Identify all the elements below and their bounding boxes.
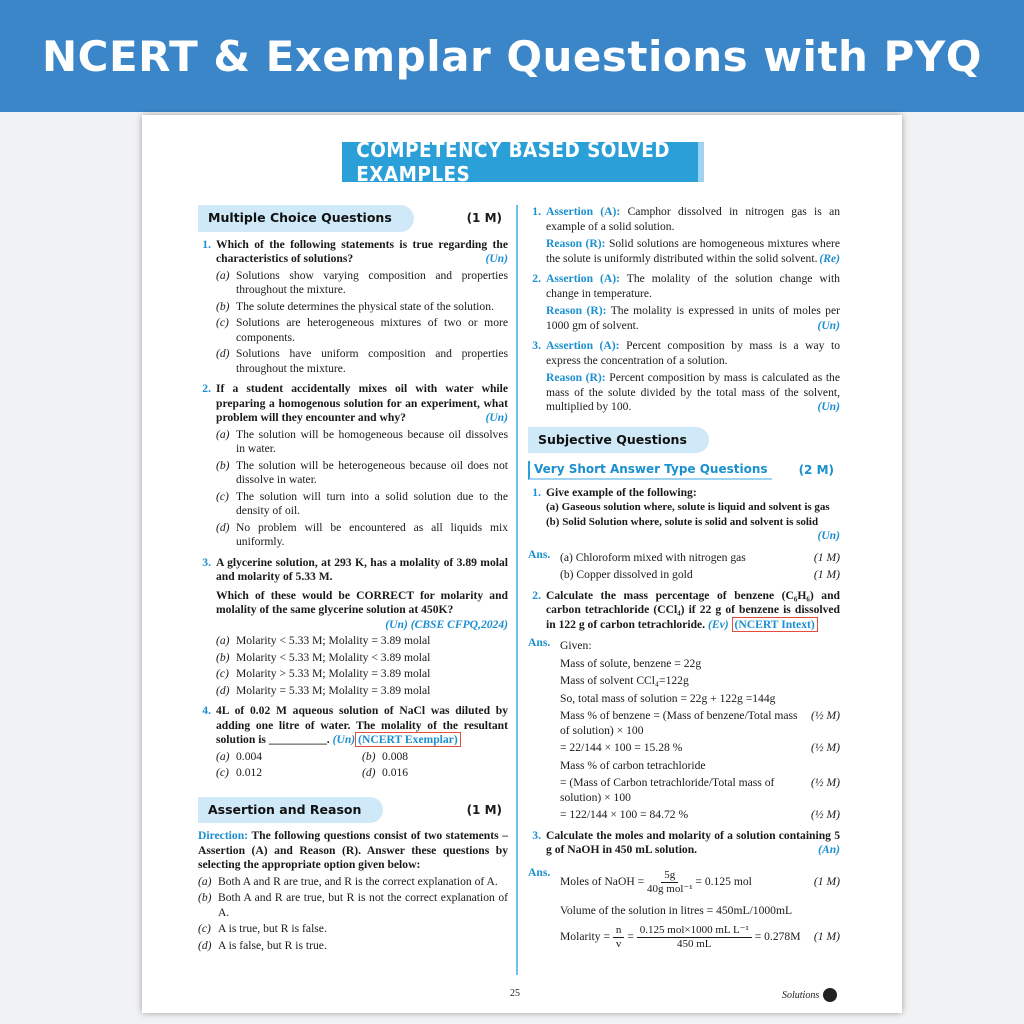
footer-label: Solutions [782,989,820,1001]
mcq-heading: Multiple Choice Questions [198,205,414,232]
column-divider [516,205,518,975]
subj-question-3: 3. Calculate the moles and molarity of a solution containing 5 g of NaOH in 450 mL solution. (An) [532,828,840,856]
option: (c) The solution will turn into a solid solution due to the density of oil. [216,489,508,517]
option: (c) A is true, but R is false. [198,922,327,935]
answer-line: Mass of solvent CCl₄=122g [560,674,689,687]
question-number: 4. [202,704,211,717]
answer-line: Mass % of carbon tetrachloride [560,758,706,772]
subjective-header [528,427,840,454]
option: (d) Molarity = 5.33 M; Molality = 3.89 molal [216,683,431,697]
ar-item-2: 2. Assertion (A): The molality of the solution change with change in temperature. Reason (R): The molality is expressed in units of moles per 1000 gm of solvent. (Un) [532,272,840,332]
mcq-question-1 [198,238,508,377]
question-number: 2. [202,382,211,395]
question-text: 4L of 0.02 M aqueous solution of NaCl was diluted by adding one litre of water. The molality of the resultant solution is __________. [216,704,508,746]
question-tag: (Un) (CBSE CFPQ,2024) [385,617,508,631]
mcq-header [198,205,508,232]
answer-line: So, total mass of solution = 22g + 122g =144g [560,691,776,705]
option: (a) The solution will be homogeneous because oil dissolves in water. [216,427,508,455]
subj-question-1: 1. Give example of the following: (a) Gaseous solution where, solute is liquid and solvent is gas (b) Solid Solution where, solute is solid and solvent is solid (Un) [532,485,840,542]
question-text: A glycerine solution, at 293 K, has a molality of 3.89 molal and molarity of 5.33 M. [216,555,508,583]
mcq-question-4 [198,704,508,781]
page-footer [782,988,837,1002]
banner-title: NCERT & Exemplar Questions with PYQ [42,31,982,81]
ar-marks: (1 M) [466,802,502,817]
answer-line: = (Mass of Carbon tetrachloride/Total mass of solution) × 100 (½ M) [560,776,840,804]
vsa-heading: Very Short Answer Type Questions [528,461,772,480]
question-text: If a student accidentally mixes oil with water while preparing a homogenous solution for an experiment, what problem will they encounter and why? [216,382,508,424]
ar-heading: Assertion and Reason [198,797,383,824]
question-text: Which of the following statements is true regarding the characteristics of solutions? [216,237,508,265]
answer-3: Ans. Moles of NaOH = $\frac{5g}{\text{40g mol⁻¹}}$ = 0.125 mol (1 M) Volume of the solution in litres = 450mL/1000mL Molarity = $\frac{n}{v}$ = $\frac{\text{0.125 mol×1000 mL L⁻¹}}{450 mL}$ = 0.278M (1 M) [528,865,840,950]
option: (b) The solution will be heterogeneous because oil does not dissolve in water. [216,458,508,486]
question-text: Which of these would be CORRECT for molarity and molality of the same glycerine solution at 450K? [216,588,508,616]
mcq-question-3 [198,556,508,699]
source-badge: (NCERT Intext) [732,617,818,632]
subjective-heading: Subjective Questions [528,427,709,454]
option: (c) Solutions are heterogeneous mixtures of two or more components. [216,316,508,344]
vsa-header [528,461,840,480]
document-page [142,115,902,1013]
mcq-marks: (1 M) [466,211,502,225]
option: (b) The solute determines the physical state of the solution. [216,299,494,313]
question-number: 3. [202,555,211,569]
answer-line: Given: [560,639,592,652]
question-tag: (Un) [485,411,508,424]
option: (c) Molarity > 5.33 M; Molality = 3.89 molal [216,667,431,680]
page-title: COMPETENCY BASED SOLVED EXAMPLES [356,138,671,186]
page-title-box [342,138,698,186]
answer-line: = 122/144 × 100 = 84.72 % (½ M) [560,808,840,821]
left-column [198,205,508,953]
fraction: $\frac{\text{0.125 mol×1000 mL L⁻¹}}{450 mL}$ [637,924,752,951]
answer-2: Ans. Given: Mass of solute, benzene = 22g Mass of solvent CCl₄=122g So, total mass of solution = 22g + 122g =144g Mass % of benzene = (Mass of benzene/Total mass of solution) × 100 (½ M) = 22/144 × 100 = 15.28 % (½ M) Mass % of carbon tetrachloride = (Mass of Carbon tetrachloride/Total mass of solution) × 100 (½ M) = 122/144 × 100 = 84.72 % (½ M) [528,636,840,821]
option: (a) Both A and R are true, and R is the correct explanation of A. [198,874,498,888]
mcq-question-2 [198,382,508,550]
ar-item-1: 1. Assertion (A): Camphor dissolved in nitrogen gas is an example of a solid solution. Reason (R): Solid solutions are homogeneous mixtures where the solute is uniformly distributed within the solid solvent. (Re) [532,205,841,265]
question-tag: (Un) [332,733,356,746]
banner [0,0,1024,112]
ar-header [198,797,508,824]
option: (a) Molarity < 5.33 M; Molality = 3.89 molal [216,634,431,647]
fraction: $\frac{n}{v}$ [613,924,625,951]
ar-direction: Direction: The following questions consist of two statements – Assertion (A) and Reason (R). Answer these questions by selecting the appropriate option given below: [198,829,508,871]
option: (d) Solutions have uniform composition and properties throughout the mixture. [216,347,508,375]
option: (b) Molarity < 5.33 M; Molality < 3.89 molal [216,650,431,664]
answer-line: = 22/144 × 100 = 15.28 % (½ M) [560,741,840,754]
right-column [528,205,840,951]
answer-line: Mass of solute, benzene = 22g [560,656,702,670]
globe-icon [823,988,837,1002]
ar-item-3: 3. Assertion (A): Percent composition by mass is a way to express the concentration of a solution. Reason (R): Percent composition by mass is calculated as the mass of the solute divided by the total mass of the solvent, multiplied by 100. (Un) [532,339,841,413]
option: (d) A is false, but R is true. [198,938,327,952]
option-row: (a) 0.004 (b) 0.008 [216,749,409,763]
option: (d) No problem will be encountered as all liquids mix uniformly. [216,520,508,548]
answer-1: Ans. (a) Chloroform mixed with nitrogen gas (1 M) (b) Copper dissolved in gold (1 M) [528,547,840,581]
option: (a) Solutions show varying composition and properties throughout the mixture. [216,268,508,296]
question-tag: (Un) [485,252,508,265]
subj-question-2: 2. Calculate the mass percentage of benzene (C₆H₆) and carbon tetrachloride (CCl₄) if 22 g of benzene is dissolved in 122 g of carbon tetrachloride. (Ev) (NCERT Intext) [532,588,840,631]
option-row: (c) 0.012 (d) 0.016 [216,766,409,779]
source-badge: (NCERT Exemplar) [355,732,461,747]
option: (b) Both A and R are true, but R is not the correct explanation of A. [198,891,508,919]
fraction: $\frac{5g}{\text{40g mol⁻¹}}$ [647,868,693,895]
vsa-marks: (2 M) [798,463,834,477]
page-number: 25 [510,988,520,999]
answer-line: Mass % of benzene = (Mass of benzene/Total mass of solution) × 100 (½ M) [560,709,840,737]
question-number: 1. [202,237,211,251]
